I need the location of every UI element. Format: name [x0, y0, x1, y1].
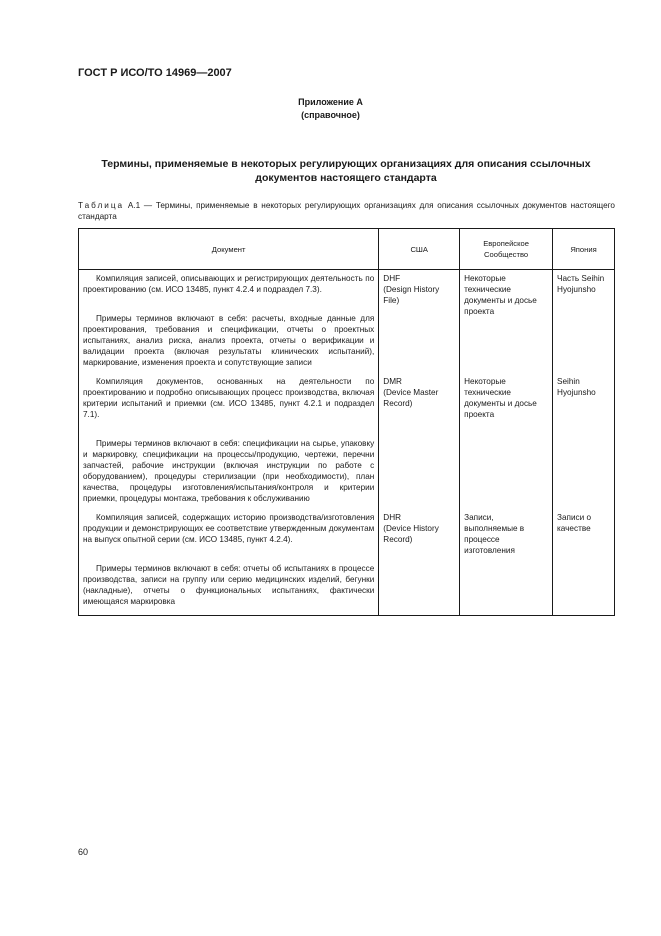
annex-type: (справочное) — [301, 110, 360, 120]
row-examples: Примеры терминов включают в себя: отчеты об испытаниях в процессе производства, записи на группу или серию медицинских изделий, бегунки (накладные), отчеты о функциональных испытаниях, фактически имеющаяся маркировка — [83, 564, 375, 606]
table-caption — [78, 200, 615, 222]
page-number: 60 — [78, 847, 89, 857]
header-document: Документ — [79, 229, 379, 270]
cell-document — [79, 509, 379, 616]
table-caption-label: Таблица — [78, 201, 125, 210]
page-title: Термины, применяемые в некоторых регулирующих организациях для описания ссылочных документов настоящего стандарта — [101, 158, 591, 184]
cell-eu: Некоторые технические документы и досье проекта — [460, 373, 553, 509]
table-header-row — [79, 229, 615, 270]
annex-title: Приложение А — [298, 97, 363, 107]
row-description: Компиляция записей, описывающих и регистрирующих деятельность по проектированию (см. ИСО 13485, пункт 4.2.4 и подраздел 7.3). — [83, 274, 375, 294]
cell-usa: DHF (Design History File) — [379, 270, 460, 374]
row-examples: Примеры терминов включают в себя: расчеты, входные данные для проектирования, требования и спецификации, отчеты о проектных испытаниях, анализ риска, анализ проекта, отчеты о верификации и валидации проекта (включая результаты клинических испытаний), маркирование, изменения проекта и сопутствующие записи — [83, 314, 375, 367]
header-eu: Европейское Сообщество — [460, 229, 553, 270]
cell-eu: Записи, выполняемые в процессе изготовления — [460, 509, 553, 616]
row-description: Компиляция документов, основанных на деятельности по проектированию и подробно описывающих процесс производства, включая критерии испытаний и приемки (см. ИСО 13485, пункт 4.2.1 и подраздел 7.1). — [83, 377, 375, 419]
row-description: Компиляция записей, содержащих историю производства/изготовления продукции и демонстрирующих ее соответствие утвержденным документам на выпуск опытной серии (см. ИСО 13485, пункт 4.2.4). — [83, 513, 375, 544]
annex-heading — [0, 96, 661, 122]
cell-japan: Записи о качестве — [553, 509, 615, 616]
cell-document — [79, 270, 379, 374]
table-row — [79, 373, 615, 509]
document-code: ГОСТ Р ИСО/ТО 14969—2007 — [78, 67, 232, 79]
header-japan: Япония — [553, 229, 615, 270]
header-usa: США — [379, 229, 460, 270]
cell-japan: Часть Seihin Hyojunsho — [553, 270, 615, 374]
table-caption-text: А.1 — Термины, применяемые в некоторых регулирующих организациях для описания ссылочных документов настоящего стандарта — [78, 201, 615, 221]
table-row — [79, 270, 615, 374]
cell-eu: Некоторые технические документы и досье проекта — [460, 270, 553, 374]
cell-usa: DHR (Device History Record) — [379, 509, 460, 616]
terms-table — [78, 228, 615, 616]
cell-document — [79, 373, 379, 509]
cell-japan: Seihin Hyojunsho — [553, 373, 615, 509]
table-row — [79, 509, 615, 616]
cell-usa: DMR (Device Master Record) — [379, 373, 460, 509]
row-examples: Примеры терминов включают в себя: спецификации на сырье, упаковку и маркировку, спецификации на процессы/продукцию, чертежи, перечни запчастей, рабочие инструкции (включая инструкции по работе с оборудованием), процедуры стерилизации (при необходимости), план качества, процедуры изготовления/испытания/контроля и критерии приемки, процедуры монтажа, требования к обслуживанию — [83, 439, 375, 503]
